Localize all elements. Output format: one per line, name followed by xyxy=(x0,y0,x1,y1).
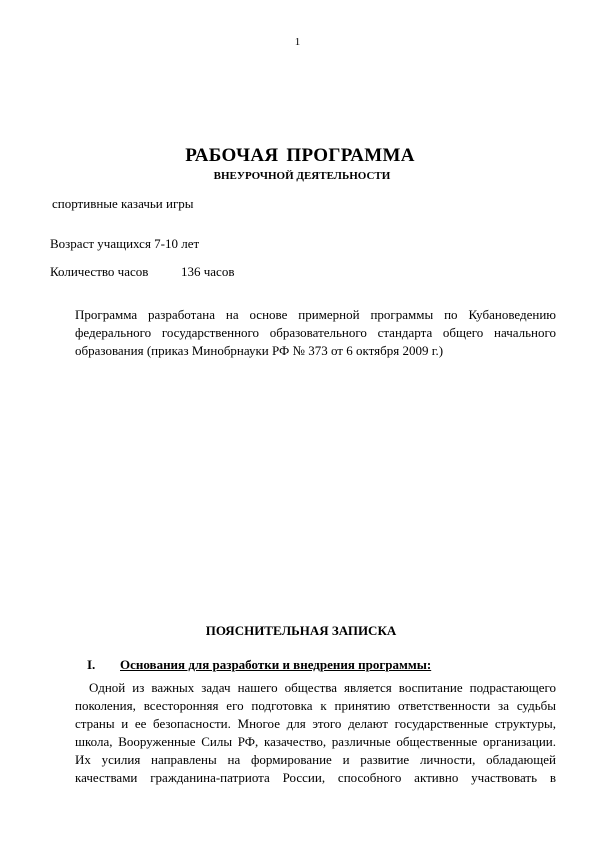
basis-line: федерального государственного образовательного стандарта общего начального xyxy=(75,325,556,340)
hours-label: Количество часов xyxy=(50,264,149,279)
body-line: Одной из важных задач нашего общества является воспитание подрастающего xyxy=(89,680,556,695)
page-number: 1 xyxy=(294,36,301,48)
body-paragraph xyxy=(75,679,556,787)
section-number: I. xyxy=(87,657,96,672)
basis-line: Программа разработана на основе примерной программы по Кубановедению xyxy=(75,307,556,322)
age-line: Возраст учащихся 7-10 лет xyxy=(50,236,200,251)
body-line: школа, Вооруженные Силы РФ, казачество, различные общественные организации. xyxy=(75,734,556,749)
hours-value: 136 часов xyxy=(181,264,235,279)
section-title: ПОЯСНИТЕЛЬНАЯ ЗАПИСКА xyxy=(205,623,397,638)
program-name: спортивные казачьи игры xyxy=(52,196,194,211)
body-line: Их усилия направлены на формирование и развитие личности, обладающей xyxy=(75,752,556,767)
document-subtitle: ВНЕУРОЧНОЙ ДЕЯТЕЛЬНОСТИ xyxy=(213,170,391,182)
basis-line: образования (приказ Минобрнауки РФ № 373 от 6 октября 2009 г.) xyxy=(75,343,444,358)
document-title: РАБОЧАЯ ПРОГРАММА xyxy=(185,145,415,166)
section-heading: Основания для разработки и внедрения программы: xyxy=(120,657,432,672)
body-line: поколения, всесторонняя его подготовка к принятию ответственности за судьбы xyxy=(75,698,556,713)
basis-paragraph xyxy=(75,306,556,360)
body-line: качествами гражданина-патриота России, способного активно участвовать в xyxy=(75,770,556,785)
body-line: страны и ее безопасности. Многое для этого делают государственные структуры, xyxy=(75,716,556,731)
